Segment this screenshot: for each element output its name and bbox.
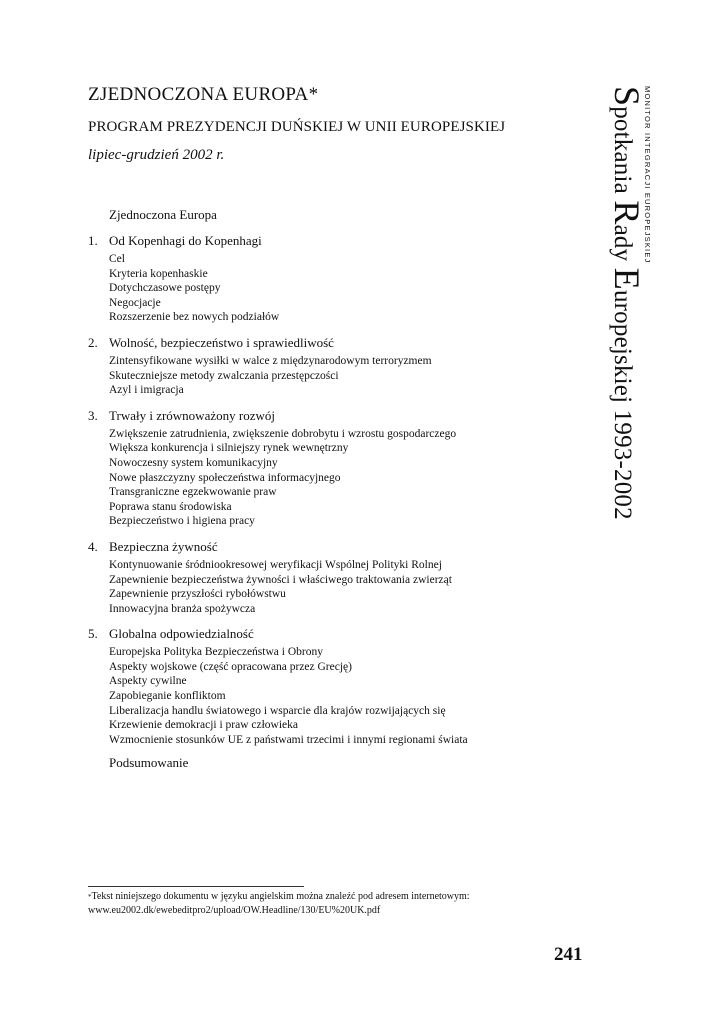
document-title: ZJEDNOCZONA EUROPA* [88, 84, 319, 105]
section-number: 5. [88, 626, 98, 642]
toc-section [88, 626, 558, 747]
section-heading [88, 335, 558, 351]
toc-item: Wzmocnienie stosunków UE z państwami trzecimi i innymi regionami świata [109, 733, 468, 746]
section-title: Od Kopenhagi do Kopenhagi [109, 233, 262, 248]
toc-item: Transgraniczne egzekwowanie praw [109, 486, 277, 499]
section-heading [88, 539, 558, 555]
toc-item: Kryteria kopenhaskie [109, 267, 208, 280]
book-title-word: potkania [609, 106, 636, 201]
toc-item: Skuteczniejsze metody zwalczania przestępczości [109, 369, 339, 382]
footnote-line: *Tekst niniejszego dokumentu w języku angielskim można znaleźć pod adresem internetowym: [88, 891, 470, 902]
toc-item: Dotychczasowe postępy [109, 282, 221, 295]
footnote-rule [88, 886, 304, 887]
toc-item: Nowoczesny system komunikacyjny [109, 456, 278, 469]
toc-item: Większa konkurencja i silniejszy rynek wewnętrzny [109, 442, 349, 455]
toc-item: Kontynuowanie śródniookresowej weryfikacji Wspólnej Polityki Rolnej [109, 558, 442, 571]
book-title-cap: E [607, 267, 647, 290]
toc-item: Krzewienie demokracji i praw człowieka [109, 719, 299, 732]
section-heading [88, 626, 558, 642]
book-title-word: uropejskiej 1993-2002 [609, 289, 636, 520]
section-number: 1. [88, 233, 98, 248]
document-subtitle: PROGRAM PREZYDENCJI DUŃSKIEJ W UNII EUROPEJSKIEJ [88, 119, 506, 135]
table-of-contents [88, 207, 558, 771]
section-heading [88, 233, 558, 249]
toc-item: Aspekty wojskowe (część opracowana przez Grecję) [109, 660, 352, 673]
toc-item: Bezpieczeństwo i higiena pracy [109, 515, 255, 528]
toc-item: Zwiększenie zatrudnienia, zwiększenie dobrobytu i wzrostu gospodarczego [109, 427, 457, 440]
section-items [88, 645, 558, 747]
toc-section [88, 408, 558, 529]
toc-section [88, 335, 558, 398]
toc-item: Azyl i imigracja [109, 384, 184, 397]
series-name: MONITOR INTEGRACJI EUROPEJSKIEJ [643, 86, 652, 264]
toc-item: Liberalizacja handlu światowego i wsparcie dla krajów rozwijających się [109, 704, 446, 717]
section-title: Bezpieczna żywność [109, 538, 218, 554]
document-date: lipiec-grudzień 2002 r. [88, 147, 225, 163]
toc-top-heading: Zjednoczona Europa [109, 207, 217, 222]
footnote-reference: * [308, 84, 319, 105]
book-title-cap: R [607, 200, 647, 225]
footnote [88, 890, 568, 918]
toc-item: Europejska Polityka Bezpieczeństwa i Obrony [109, 646, 323, 659]
section-items [88, 558, 558, 616]
side-running-title [596, 86, 656, 606]
toc-item: Zintensyfikowane wysiłki w walce z międzynarodowym terroryzmem [109, 354, 432, 367]
toc-item: Poprawa stanu środowiska [109, 500, 232, 513]
toc-sections [88, 233, 558, 747]
section-number: 2. [88, 334, 98, 350]
section-number: 3. [88, 407, 98, 423]
section-items [88, 427, 558, 529]
toc-item: Cel [109, 253, 125, 265]
toc-summary: Podsumowanie [109, 755, 189, 771]
book-title-word: ady [609, 224, 636, 268]
section-items [88, 354, 558, 398]
toc-item: Rozszerzenie bez nowych podziałów [109, 311, 280, 324]
section-heading [88, 408, 558, 424]
section-title: Trwały i zrównoważony rozwój [109, 407, 275, 423]
section-number: 4. [88, 538, 98, 554]
toc-item: Nowe płaszczyzny społeczeństwa informacyjnego [109, 471, 341, 484]
document-header [88, 82, 568, 164]
section-items [88, 252, 558, 325]
toc-item: Zapobieganie konfliktom [109, 690, 226, 703]
section-title: Wolność, bezpieczeństwo i sprawiedliwość [109, 334, 334, 350]
toc-item: Zapewnienie bezpieczeństwa żywności i właściwego traktowania zwierząt [109, 573, 452, 586]
toc-item: Negocjacje [109, 296, 161, 309]
toc-section [88, 233, 558, 325]
footnote-mark: * [88, 893, 92, 901]
section-title: Globalna odpowiedzialność [109, 626, 254, 642]
toc-item: Innowacyjna branża spożywcza [109, 602, 256, 615]
toc-item: Zapewnienie przyszłości rybołówstwu [109, 588, 286, 601]
book-title [603, 86, 646, 606]
book-title-cap: S [607, 86, 647, 107]
toc-section [88, 539, 558, 616]
footnote-url: www.eu2002.dk/ewebeditpro2/upload/OW.Headline/130/EU%20UK.pdf [88, 905, 381, 916]
toc-item: Aspekty cywilne [109, 675, 187, 688]
page-number: 241 [554, 944, 583, 965]
